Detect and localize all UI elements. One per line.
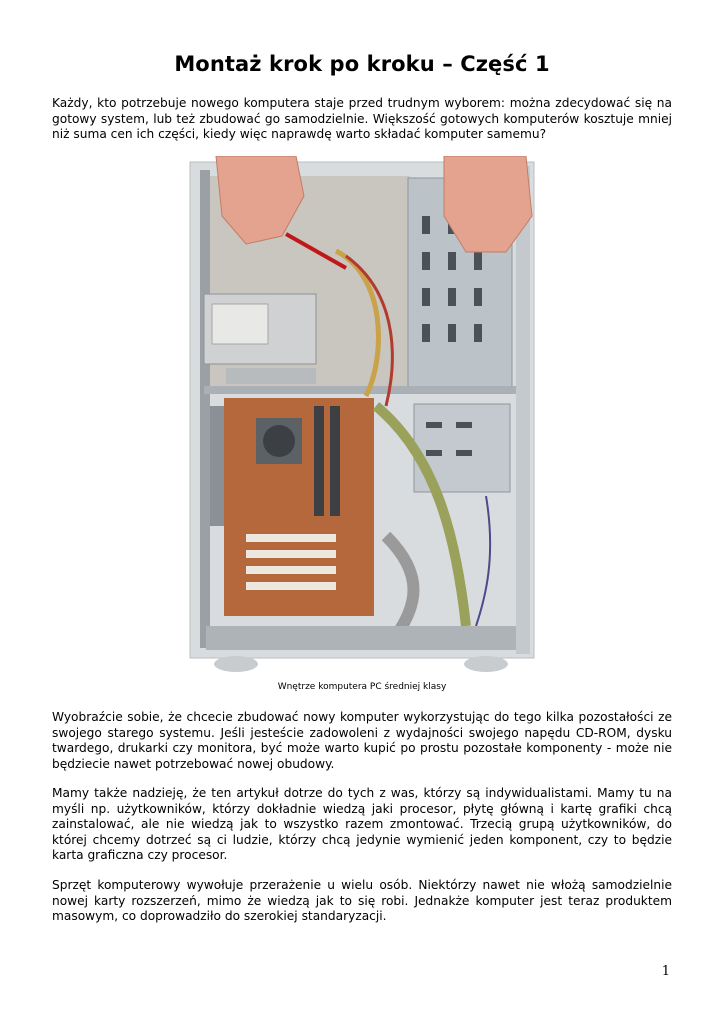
body-paragraph: Mamy także nadzieję, że ten artykuł dotrze do tych z was, którzy są indywidualistami. Mamy tu na myśli np. użytkowników, którzy dokładnie wiedzą jaki procesor, płytę główną i kartę grafiki chcą zainstalować, ale nie wiedzą jak to wszystko razem zmontować. Trzecią grupą użytkowników, do której chcemy dotrzeć są ci ludzie, którzy chcą jedynie wymienić jeden komponent, czy to będzie karta graficzna czy procesor.: [52, 786, 672, 863]
pc-case-photo: [186, 156, 538, 680]
figure-caption: Wnętrze komputera PC średniej klasy: [277, 682, 447, 692]
document-title: Montaż krok po kroku – Część 1: [174, 52, 550, 76]
pc-case-interior-photo-icon: [186, 156, 538, 680]
intro-paragraph: Każdy, kto potrzebuje nowego komputera staje przed trudnym wyborem: można zdecydować się na gotowy system, lub też zbudować go samodzielnie. Większość gotowych komputerów kosztuje mniej niż suma cen ich części, kiedy więc naprawdę warto składać komputer samemu?: [52, 96, 672, 142]
page-number: 1: [661, 964, 670, 979]
body-paragraph: Sprzęt komputerowy wywołuje przerażenie u wielu osób. Niektórzy nawet nie włożą samodzielnie nowej karty rozszerzeń, mimo że wiedzą jak to się robi. Jednakże komputer jest teraz produktem masowym, co doprowadziło do szerokiej standaryzacji.: [52, 878, 672, 924]
body-paragraph: Wyobraźcie sobie, że chcecie zbudować nowy komputer wykorzystując do tego kilka pozostałości ze swojego starego systemu. Jeśli jesteście zadowoleni z wydajności swojego napędu CD-ROM, dysku twardego, drukarki czy monitora, być może warto kupić po prostu pozostałe komponenty - może nie będziecie nawet potrzebować nowej obudowy.: [52, 710, 672, 771]
